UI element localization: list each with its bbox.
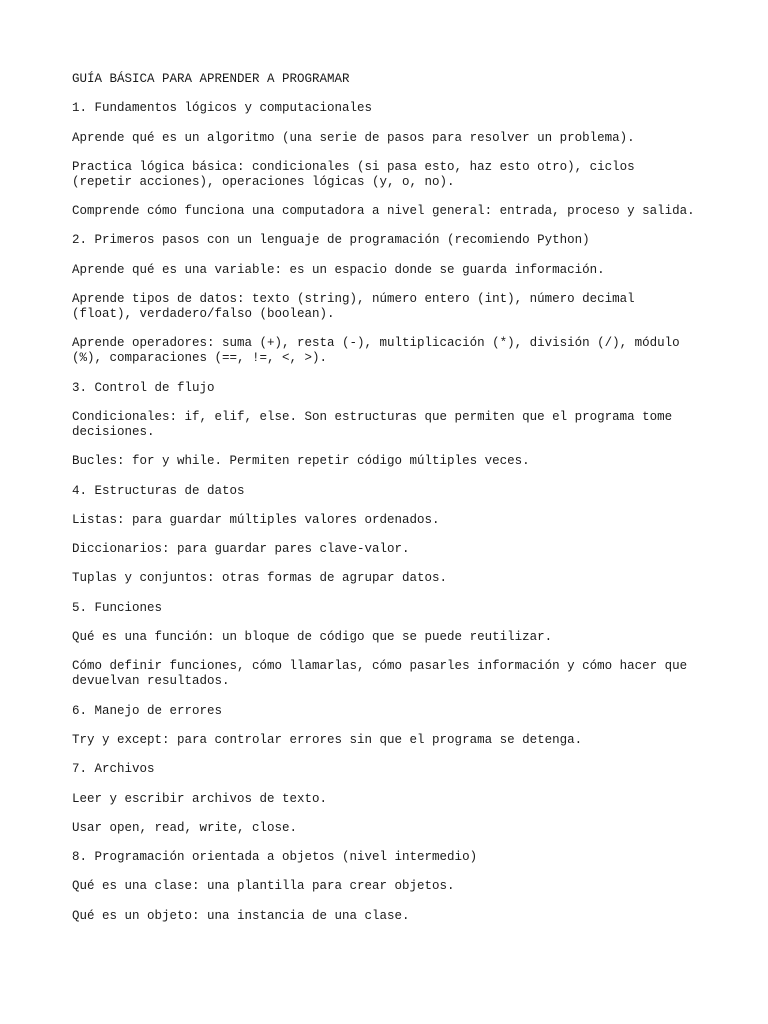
paragraph: Aprende operadores: suma (+), resta (-), multiplicación (*), división (/), módulo (%), comparaciones (==, !=, <, >). bbox=[72, 336, 680, 366]
paragraph: Tuplas y conjuntos: otras formas de agrupar datos. bbox=[72, 571, 448, 586]
paragraph: Practica lógica básica: condicionales (si pasa esto, haz esto otro), ciclos (repetir acciones), operaciones lógicas (y, o, no). bbox=[72, 159, 635, 189]
section-heading-6: 6. Manejo de errores bbox=[72, 703, 223, 718]
paragraph: Usar open, read, write, close. bbox=[72, 820, 298, 835]
paragraph: Try y except: para controlar errores sin que el programa se detenga. bbox=[72, 732, 583, 747]
section-heading-8: 8. Programación orientada a objetos (nivel intermedio) bbox=[72, 850, 478, 865]
section-heading-5: 5. Funciones bbox=[72, 600, 163, 615]
paragraph: Diccionarios: para guardar pares clave-valor. bbox=[72, 542, 410, 557]
section-heading-4: 4. Estructuras de datos bbox=[72, 483, 245, 498]
document-body bbox=[72, 72, 712, 938]
paragraph: Cómo definir funciones, cómo llamarlas, cómo pasarles información y cómo hacer que devuelvan resultados. bbox=[72, 659, 688, 689]
section-heading-2: 2. Primeros pasos con un lenguaje de programación (recomiendo Python) bbox=[72, 233, 590, 248]
section-heading-3: 3. Control de flujo bbox=[72, 380, 215, 395]
paragraph: Bucles: for y while. Permiten repetir código múltiples veces. bbox=[72, 454, 530, 469]
paragraph: Listas: para guardar múltiples valores ordenados. bbox=[72, 512, 440, 527]
paragraph: Aprende qué es un algoritmo (una serie de pasos para resolver un problema). bbox=[72, 130, 635, 145]
section-heading-1: 1. Fundamentos lógicos y computacionales bbox=[72, 101, 373, 116]
paragraph: Qué es un objeto: una instancia de una clase. bbox=[72, 908, 410, 923]
paragraph: Leer y escribir archivos de texto. bbox=[72, 791, 328, 806]
paragraph: Aprende tipos de datos: texto (string), número entero (int), número decimal (float), verdadero/falso (boolean). bbox=[72, 292, 635, 322]
paragraph: Qué es una función: un bloque de código que se puede reutilizar. bbox=[72, 630, 553, 645]
paragraph: Aprende qué es una variable: es un espacio donde se guarda información. bbox=[72, 262, 605, 277]
paragraph: Condicionales: if, elif, else. Son estructuras que permiten que el programa tome decisiones. bbox=[72, 409, 673, 439]
document-title: GUÍA BÁSICA PARA APRENDER A PROGRAMAR bbox=[72, 72, 350, 86]
paragraph: Qué es una clase: una plantilla para crear objetos. bbox=[72, 879, 455, 894]
paragraph: Comprende cómo funciona una computadora a nivel general: entrada, proceso y salida. bbox=[72, 204, 695, 219]
section-heading-7: 7. Archivos bbox=[72, 762, 155, 777]
